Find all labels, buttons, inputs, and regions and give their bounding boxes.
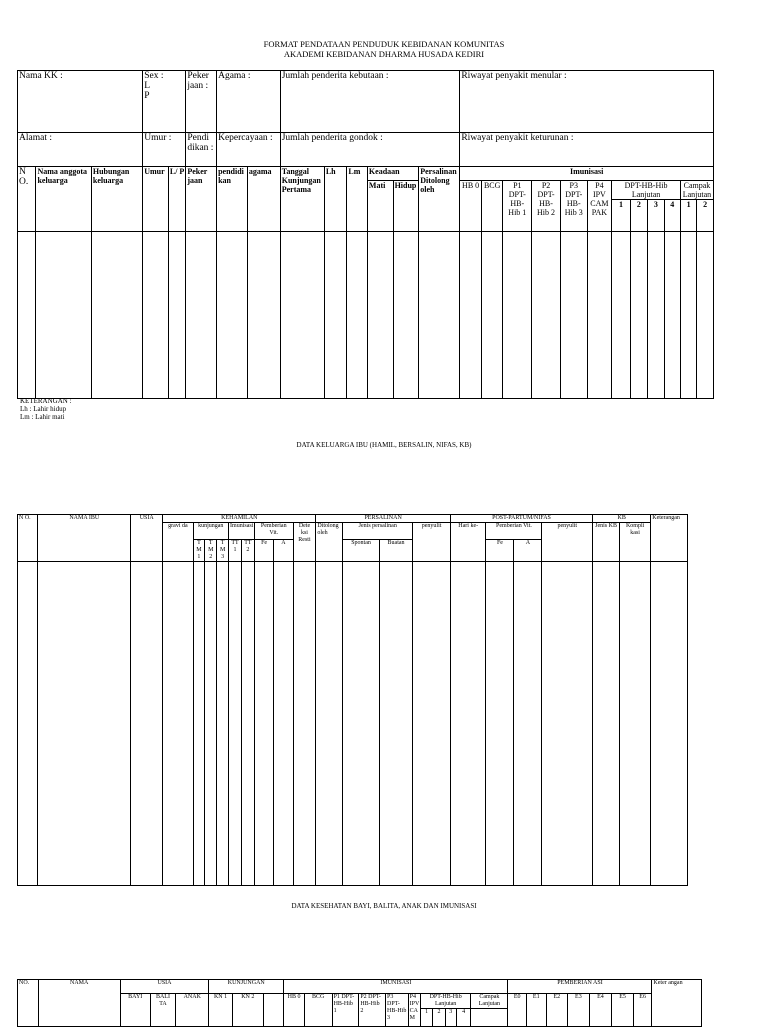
dpt-lanjutan-3: 3 xyxy=(445,1009,456,1027)
col-kb: KB xyxy=(593,515,651,523)
col-mati: Mati xyxy=(367,181,393,232)
col-anak: ANAK xyxy=(176,994,209,1027)
col-no: N O. xyxy=(18,515,38,562)
col-tanggal-kunjungan: Tanggal Kunjungan Pertama xyxy=(280,167,324,232)
col-tt2: TT 2 xyxy=(241,540,254,562)
col-e5: E5 xyxy=(612,994,634,1027)
dpt-lanjutan-1: 1 xyxy=(612,200,630,232)
col-tm1: T M 1 xyxy=(193,540,205,562)
section-ibu-title: DATA KELUARGA IBU (HAMIL, BERSALIN, NIFAS, KB) xyxy=(296,441,472,449)
col-usia: USIA xyxy=(120,980,208,994)
col-komplikasi: Kompli kasi xyxy=(620,523,651,562)
campak-lanjutan-1: 1 xyxy=(680,200,696,232)
col-spontan: Spontan xyxy=(343,540,380,562)
col-hidup: Hidup xyxy=(393,181,419,232)
keterangan-title: KETERANGAN : xyxy=(20,397,72,405)
col-p1: P1 DPT-HB-Hib 1 xyxy=(332,994,359,1027)
col-e1: E1 xyxy=(526,994,546,1027)
col-pemberian-vit: Pemberian Vit. xyxy=(254,523,293,540)
kepercayaan-cell: Kepercayaan : xyxy=(217,133,281,167)
keterangan-lm: Lm : Lahir mati xyxy=(20,413,65,421)
col-lm: Lm xyxy=(347,167,368,232)
campak-lanjutan-2: 2 xyxy=(697,200,714,232)
jumlah-kebutaan-cell: Jumlah penderita kebutaan : xyxy=(280,71,460,133)
col-bcg: BCG xyxy=(304,994,332,1027)
col-fe: Fe xyxy=(254,540,273,562)
col-pendidikan: pendidi kan xyxy=(217,167,248,232)
col-p4: P4 IPV CAM PAK xyxy=(587,181,612,232)
col-imunisasi: Imunisasi xyxy=(229,523,255,540)
col-nama: NAMA xyxy=(38,980,120,1027)
col-tt1: TT 1 xyxy=(229,540,242,562)
col-penyulit: penyulit xyxy=(413,523,451,562)
col-e2: E2 xyxy=(546,994,568,1027)
col-kunjungan: KUNJUNGAN xyxy=(209,980,284,994)
child-data-table xyxy=(17,979,702,1027)
col-kehamilan: KEHAMILAN xyxy=(163,515,316,523)
col-pemberian-vit-nifas: Pemberian Vit. xyxy=(486,523,542,540)
col-jenis-kb: Jenis KB xyxy=(593,523,620,562)
sex-cell: Sex : L P xyxy=(143,71,186,133)
col-balita: BALI TA xyxy=(150,994,176,1027)
col-no: N O. xyxy=(18,167,36,232)
col-dpt-lanjutan: DPT-HB-Hib Lanjutan xyxy=(420,994,470,1009)
col-e6: E6 xyxy=(633,994,652,1027)
nama-kk-cell: Nama KK : xyxy=(18,71,143,133)
col-campak-lanjutan: Campak Lanjutan xyxy=(471,994,508,1009)
col-p2: P2 DPT-HB-Hib 2 xyxy=(359,994,386,1027)
pekerjaan-cell: Peker jaan : xyxy=(186,71,217,133)
col-deteksi-resti: Dete ksi Resti xyxy=(293,523,316,562)
col-ditolong-oleh: Ditolong oleh xyxy=(316,523,343,562)
col-kunjungan: kunjungan xyxy=(193,523,229,540)
col-keterangan: Keterangan xyxy=(651,515,688,562)
col-kn1: KN 1 xyxy=(209,994,233,1027)
riwayat-menular-cell: Riwayat penyakit menular : xyxy=(460,71,714,133)
col-tm2: T M 2 xyxy=(205,540,217,562)
pendidikan-cell: Pendi dikan : xyxy=(186,133,217,167)
col-pekerjaan: Peker jaan xyxy=(186,167,217,232)
col-nama-anggota: Nama anggota keluarga xyxy=(36,167,91,232)
institution-name: AKADEMI KEBIDANAN DHARMA HUSADA KEDIRI xyxy=(283,49,485,59)
col-hubungan: Hubungan keluarga xyxy=(91,167,142,232)
form-title: FORMAT PENDATAAN PENDUDUK KEBIDANAN KOMUNITAS xyxy=(263,39,505,49)
col-persalinan: Persalinan Ditolong oleh xyxy=(419,167,460,232)
col-blank xyxy=(263,994,284,1027)
col-imunisasi: Imunisasi xyxy=(460,167,714,181)
col-bayi: BAYI xyxy=(120,994,150,1027)
col-hb0: HB 0 xyxy=(284,994,305,1027)
dpt-lanjutan-4: 4 xyxy=(456,1009,470,1027)
jumlah-gondok-cell: Jumlah penderita gondok : xyxy=(280,133,460,167)
table-row xyxy=(18,232,714,399)
col-tm3: T M 3 xyxy=(217,540,229,562)
agama-cell: Agama : xyxy=(217,71,281,133)
col-penyulit-nifas: penyulit xyxy=(542,523,593,562)
col-post-partum: POST-PARTUM/NIFAS xyxy=(450,515,592,523)
dpt-lanjutan-1: 1 xyxy=(420,1009,432,1027)
col-lp: L/ P xyxy=(168,167,185,232)
col-usia: USIA xyxy=(131,515,163,562)
keterangan-lh: Lh : Lahir hidup xyxy=(20,405,67,413)
col-jenis-persalinan: Jenis persalinan xyxy=(343,523,413,540)
col-a-nifas: A xyxy=(514,540,542,562)
col-pemberian-asi: PEMBERIAN ASI xyxy=(508,980,652,994)
col-p3: P3 DPT-HB-Hib 3 xyxy=(560,181,587,232)
family-data-table xyxy=(17,70,714,399)
col-p3: P3 DPT-HB-Hib 3 xyxy=(386,994,409,1027)
alamat-cell: Alamat : xyxy=(18,133,143,167)
col-e4: E4 xyxy=(589,994,612,1027)
dpt-lanjutan-3: 3 xyxy=(648,200,664,232)
col-p2: P2 DPT-HB-Hib 2 xyxy=(532,181,561,232)
col-kn2: KN 2 xyxy=(232,994,263,1027)
col-buatan: Buatan xyxy=(379,540,412,562)
col-persalinan: PERSALINAN xyxy=(316,515,451,523)
col-campak-lanjutan: Campak Lanjutan xyxy=(680,181,713,200)
dpt-lanjutan-2: 2 xyxy=(630,200,647,232)
col-a: A xyxy=(274,540,293,562)
table-row xyxy=(18,562,688,886)
col-p4: P4 IPV CA M xyxy=(408,994,420,1027)
riwayat-keturunan-cell: Riwayat penyakit keturunan : xyxy=(460,133,714,167)
col-gravida: gravi da xyxy=(163,523,193,562)
col-agama: agama xyxy=(247,167,280,232)
dpt-lanjutan-2: 2 xyxy=(433,1009,445,1027)
col-lh: Lh xyxy=(324,167,347,232)
col-e0: E0 xyxy=(508,994,527,1027)
mother-data-table xyxy=(17,514,688,886)
col-hb0: HB 0 xyxy=(460,181,482,232)
dpt-lanjutan-4: 4 xyxy=(664,200,680,232)
col-imunisasi: IMUNISASI xyxy=(284,980,508,994)
col-keadaan: Keadaan xyxy=(367,167,418,181)
col-umur: Umur xyxy=(143,167,169,232)
section-bayi-title: DATA KESEHATAN BAYI, BALITA, ANAK DAN IMUNISASI xyxy=(291,902,477,910)
col-bcg: BCG xyxy=(481,181,503,232)
col-dpt-lanjutan: DPT-HB-Hib Lanjutan xyxy=(612,181,681,200)
col-e3: E3 xyxy=(568,994,590,1027)
col-nama-ibu: NAMA IBU xyxy=(38,515,131,562)
col-hari-ke: Hari ke- xyxy=(450,523,486,562)
col-fe-nifas: Fe xyxy=(486,540,514,562)
umur-cell: Umur : xyxy=(143,133,186,167)
col-no: NO. xyxy=(18,980,39,1027)
col-keterangan: Keter angan xyxy=(652,980,702,1027)
col-p1: P1 DPT-HB-Hib 1 xyxy=(503,181,532,232)
